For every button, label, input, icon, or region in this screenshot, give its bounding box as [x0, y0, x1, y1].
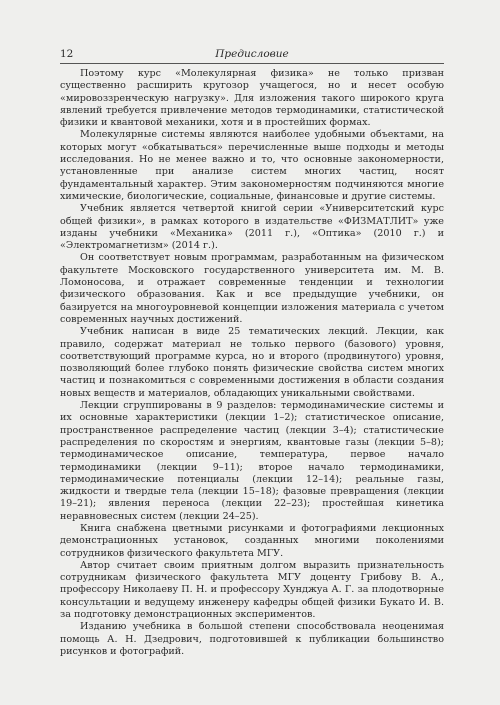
- paragraph: Учебник является четвертой книгой серии «Университетский курс общей физики», в рамках которого в издательстве «ФИЗМАТЛИТ» уже изданы учебники «Механика» (2011 г.), «Оптика» (2010 г.) и «Электромагнетизм» (2014 г.).: [60, 203, 444, 252]
- running-head: Предисловие: [215, 48, 289, 60]
- header-rule: [60, 63, 444, 64]
- paragraph: Он соответствует новым программам, разработанным на физическом факультете Московского государственного университета им. М. В. Ломоносова, и отражает современные тенденции и технологии физического образования. Как и все предыдущие учебники, он базируется на многоуровневой концепции изложения материала с учетом современных научных достижений.: [60, 252, 444, 325]
- paragraph: Учебник написан в виде 25 тематических лекций. Лекции, как правило, содержат материал не только первого (базового) уровня, соответствующий программе курса, но и второго (продвинутого) уровня, позволяющий более глубоко понять физические свойства систем многих частиц и познакомиться с современными достижения в области создания новых веществ и материалов, обладающих уникальными свойствами.: [60, 326, 444, 399]
- paragraph: Молекулярные системы являются наиболее удобными объектами, на которых могут «обкатываться» перечисленные выше подходы и методы исследования. Но не менее важно и то, что основные закономерности, установленные при анализе систем многих частиц, носят фундаментальный характер. Этим закономерностям подчиняются многие химические, биологические, социальные, финансовые и другие системы.: [60, 129, 444, 202]
- page-number: 12: [60, 48, 74, 60]
- body-text: [60, 68, 444, 658]
- paragraph: Поэтому курс «Молекулярная физика» не только призван существенно расширить кругозор учащегося, но и несет особую «мировоззренческую нагрузку». Для изложения такого широкого круга явлений требуется привлечение методов термодинамики, статистической физики и квантовой механики, хотя и в простейших формах.: [60, 68, 444, 129]
- page-header: [60, 47, 444, 61]
- paragraph: Автор считает своим приятным долгом выразить признательность сотрудникам физического факультета МГУ доценту Грибову В. А., профессору Николаеву П. Н. и профессору Хунджуа А. Г. за плодотворные консультации и ведущему инженеру кафедры общей физики Букато И. В. за подготовку демонстрационных экспериментов.: [60, 559, 444, 621]
- paragraph: Изданию учебника в большой степени способствовала неоценимая помощь А. Н. Дзедрович, подготовившей к публикации большинство рисунков и фотографий.: [60, 621, 444, 657]
- paragraph: Лекции сгруппированы в 9 разделов: термодинамические системы и их основные характеристики (лекции 1–2); статистическое описание, пространственное распределение частиц (лекции 3–4); статистические распределения по скоростям и энергиям, квантовые газы (лекции 5–8); термодинамическое описание, температура, первое начало термодинамики (лекции 9–11); второе начало термодинамики, термодинамические потенциалы (лекции 12–14); реальные газы, жидкости и твердые тела (лекции 15–18); фазовые превращения (лекции 19–21); явления переноса (лекции 22–23); простейшая кинетика неравновесных систем (лекции 24–25).: [60, 400, 444, 522]
- paragraph: Книга снабжена цветными рисунками и фотографиями лекционных демонстрационных установок, созданных многими поколениями сотрудников физического факультета МГУ.: [60, 522, 444, 559]
